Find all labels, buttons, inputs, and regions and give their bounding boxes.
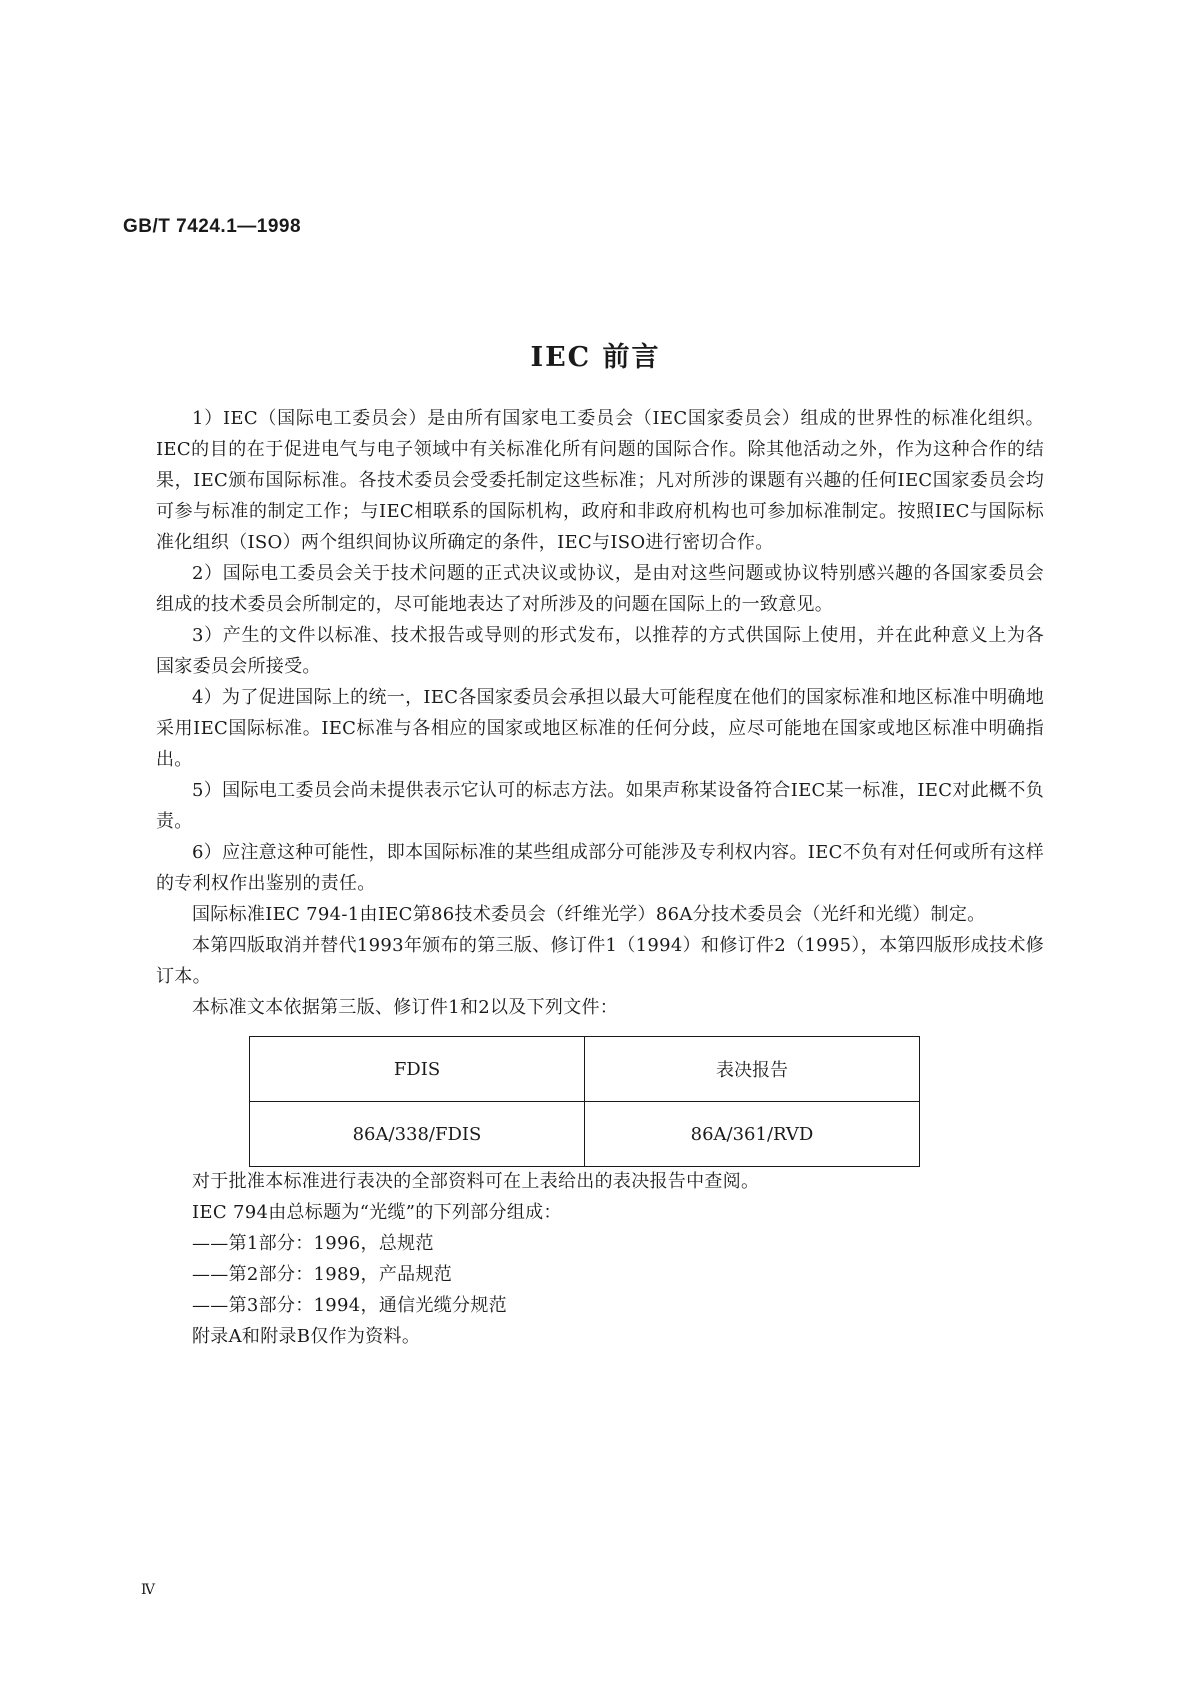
table-header-vote-report: 表决报告 [585, 1037, 920, 1102]
ballot-table [249, 1036, 920, 1167]
paragraph-edition: 本第四版取消并替代1993年颁布的第三版、修订件1（1994）和修订件2（1995），本第四版形成技术修订本。 [156, 935, 1044, 987]
list-item-part-2: ——第2部分：1989，产品规范 [192, 1264, 453, 1285]
table-cell-rvd: 86A/361/RVD [585, 1102, 920, 1167]
paragraph-parts-intro: IEC 794由总标题为“光缆”的下列部分组成： [192, 1202, 562, 1223]
paragraph-6: 6）应注意这种可能性，即本国际标准的某些组成部分可能涉及专利权内容。IEC不负有对任何或所有这样的专利权作出鉴别的责任。 [156, 842, 1044, 894]
list-item-part-3: ——第3部分：1994，通信光缆分规范 [192, 1295, 507, 1316]
standard-code: GB/T 7424.1—1998 [123, 216, 302, 237]
after-table-text [156, 1166, 1044, 1352]
paragraph-3: 3）产生的文件以标准、技术报告或导则的形式发布，以推荐的方式供国际上使用，并在此种意义上为各国家委员会所接受。 [156, 625, 1044, 677]
paragraph-1: 1）IEC（国际电工委员会）是由所有国家电工委员会（IEC国家委员会）组成的世界性的标准化组织。IEC的目的在于促进电气与电子领域中有关标准化所有问题的国际合作。除其他活动之外，作为这种合作的结果，IEC颁布国际标准。各技术委员会受委托制定这些标准；凡对所涉的课题有兴趣的任何IEC国家委员会均可参与标准的制定工作；与IEC相联系的国际机构，政府和非政府机构也可参加标准制定。按照IEC与国际标准化组织（ISO）两个组织间协议所确定的条件，IEC与ISO进行密切合作。 [156, 408, 1044, 553]
page-number: Ⅳ [141, 1582, 155, 1598]
paragraph-basis: 本标准文本依据第三版、修订件1和2以及下列文件： [192, 997, 619, 1018]
list-item-part-1: ——第1部分：1996，总规范 [192, 1233, 434, 1254]
page-title: IEC 前言 [530, 342, 661, 373]
paragraph-2: 2）国际电工委员会关于技术问题的正式决议或协议，是由对这些问题或协议特别感兴趣的各国家委员会组成的技术委员会所制定的，尽可能地表达了对所涉及的问题在国际上的一致意见。 [156, 563, 1044, 615]
paragraph-origin: 国际标准IEC 794-1由IEC第86技术委员会（纤维光学）86A分技术委员会（光纤和光缆）制定。 [192, 904, 986, 925]
paragraph-4: 4）为了促进国际上的统一，IEC各国家委员会承担以最大可能程度在他们的国家标准和地区标准中明确地采用IEC国际标准。IEC标准与各相应的国家或地区标准的任何分歧，应尽可能地在国家或地区标准中明确指出。 [156, 687, 1044, 770]
paragraph-vote-info: 对于批准本标准进行表决的全部资料可在上表给出的表决报告中查阅。 [192, 1171, 760, 1192]
table-row [250, 1102, 920, 1167]
table-cell-fdis: 86A/338/FDIS [250, 1102, 585, 1167]
paragraph-5: 5）国际电工委员会尚未提供表示它认可的标志方法。如果声称某设备符合IEC某一标准，IEC对此概不负责。 [156, 780, 1044, 832]
table-header-fdis: FDIS [250, 1037, 585, 1102]
paragraph-annex: 附录A和附录B仅作为资料。 [192, 1326, 421, 1347]
foreword-body [156, 403, 1044, 1023]
table-header-row [250, 1037, 920, 1102]
